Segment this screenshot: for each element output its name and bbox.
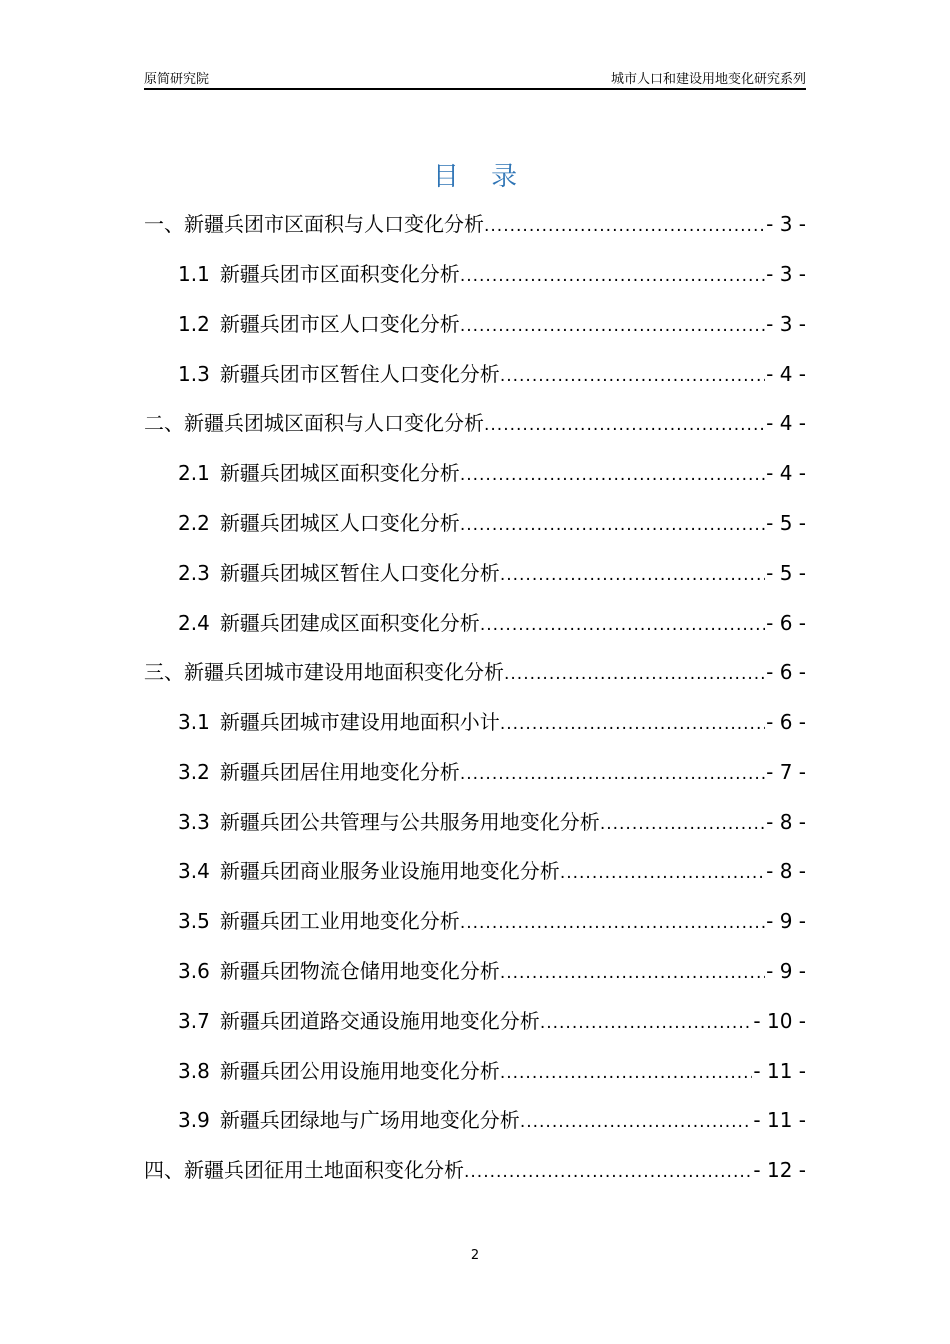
toc-leader-dots — [460, 761, 765, 785]
toc-leader-dots — [504, 661, 765, 685]
toc-leader-dots — [460, 313, 765, 337]
toc-leader-dots — [560, 860, 765, 884]
toc-entry-number: 2.2 — [178, 511, 210, 535]
toc-entry-page: - 9 - — [766, 959, 806, 983]
toc-entry-page: - 6 - — [766, 660, 806, 684]
toc-entry-number: 3.7 — [178, 1009, 210, 1033]
toc-leader-dots — [600, 811, 765, 835]
toc-leader-dots — [540, 1010, 753, 1034]
toc-entry-text: 新疆兵团城市建设用地面积变化分析 — [184, 660, 504, 684]
toc-entry-number: 3.9 — [178, 1108, 210, 1132]
header-org-name: 原简研究院 — [144, 72, 210, 87]
toc-entry-text: 新疆兵团市区面积变化分析 — [219, 262, 460, 286]
toc-entry-text: 新疆兵团建成区面积变化分析 — [219, 611, 480, 635]
toc-entry[interactable] — [178, 361, 806, 387]
page-number: 2 — [470, 1248, 480, 1263]
toc-leader-dots — [484, 213, 765, 237]
toc-entry-text: 新疆兵团工业用地变化分析 — [219, 909, 460, 933]
toc-entry-text: 新疆兵团居住用地变化分析 — [219, 760, 460, 784]
toc-leader-dots — [460, 512, 765, 536]
toc-entry-text: 新疆兵团商业服务业设施用地变化分析 — [219, 859, 560, 883]
toc-leader-dots — [520, 1109, 753, 1133]
page-header — [144, 66, 806, 90]
toc-entry-text: 新疆兵团城区面积与人口变化分析 — [184, 411, 484, 435]
toc-entry-page: - 4 - — [766, 362, 806, 386]
toc-entry[interactable] — [178, 610, 806, 636]
toc-entry-number: 3.4 — [178, 859, 210, 883]
toc-entry[interactable] — [178, 261, 806, 287]
toc-entry[interactable] — [178, 858, 806, 884]
toc-entry-text: 新疆兵团市区暂住人口变化分析 — [219, 362, 500, 386]
toc-leader-dots — [500, 363, 765, 387]
toc-entry-number: 一、 — [144, 212, 184, 236]
toc-entry-number: 3.1 — [178, 710, 210, 734]
toc-entry-page: - 5 - — [766, 561, 806, 585]
toc-entry-page: - 4 - — [766, 411, 806, 435]
toc-entry[interactable] — [178, 460, 806, 486]
toc-entry[interactable] — [144, 410, 806, 436]
toc-entry[interactable] — [144, 1157, 806, 1183]
toc-entry-text: 新疆兵团市区面积与人口变化分析 — [184, 212, 484, 236]
toc-leader-dots — [460, 462, 765, 486]
toc-entry-number: 3.3 — [178, 810, 210, 834]
toc-entry-text: 新疆兵团城区人口变化分析 — [219, 511, 460, 535]
toc-leader-dots — [500, 960, 765, 984]
toc-entry-page: - 8 - — [766, 859, 806, 883]
toc-entry-number: 2.1 — [178, 461, 210, 485]
toc-leader-dots — [500, 1060, 753, 1084]
toc-entry-page: - 3 - — [766, 312, 806, 336]
toc-entry-number: 1.2 — [178, 312, 210, 336]
toc-entry-number: 3.6 — [178, 959, 210, 983]
toc-entry-page: - 12 - — [753, 1158, 806, 1182]
toc-entry-page: - 11 - — [753, 1059, 806, 1083]
toc-leader-dots — [480, 612, 765, 636]
toc-entry-text: 新疆兵团城区暂住人口变化分析 — [219, 561, 500, 585]
toc-entry-text: 新疆兵团绿地与广场用地变化分析 — [219, 1108, 520, 1132]
toc-entry-page: - 6 - — [766, 611, 806, 635]
toc-entry[interactable] — [178, 311, 806, 337]
toc-title: 目 录 — [432, 162, 530, 192]
toc-entry-page: - 9 - — [766, 909, 806, 933]
toc-entry-text: 新疆兵团城市建设用地面积小计 — [219, 710, 500, 734]
toc-entry-number: 3.2 — [178, 760, 210, 784]
toc-entry[interactable] — [178, 908, 806, 934]
toc-entry[interactable] — [178, 510, 806, 536]
toc-entry[interactable] — [178, 560, 806, 586]
toc-entry-page: - 10 - — [753, 1009, 806, 1033]
toc-entry[interactable] — [144, 659, 806, 685]
toc-leader-dots — [460, 910, 765, 934]
toc-entry-text: 新疆兵团征用土地面积变化分析 — [184, 1158, 464, 1182]
toc-entry-text: 新疆兵团公共管理与公共服务用地变化分析 — [219, 810, 600, 834]
toc-leader-dots — [460, 263, 765, 287]
toc-entry-text: 新疆兵团物流仓储用地变化分析 — [219, 959, 500, 983]
toc-leader-dots — [464, 1159, 752, 1183]
header-series-title: 城市人口和建设用地变化研究系列 — [610, 72, 806, 87]
toc-entry-number: 三、 — [144, 660, 184, 684]
toc-entry-page: - 4 - — [766, 461, 806, 485]
toc-entry-page: - 3 - — [766, 262, 806, 286]
toc-entry-text: 新疆兵团市区人口变化分析 — [219, 312, 460, 336]
toc-entry[interactable] — [178, 1107, 806, 1133]
toc-entry-page: - 7 - — [766, 760, 806, 784]
toc-entry-number: 四、 — [144, 1158, 184, 1182]
toc-entry[interactable] — [178, 1058, 806, 1084]
toc-leader-dots — [484, 412, 765, 436]
toc-entry-number: 1.1 — [178, 262, 210, 286]
toc-entry-number: 1.3 — [178, 362, 210, 386]
toc-entry-page: - 3 - — [766, 212, 806, 236]
toc-entry[interactable] — [178, 809, 806, 835]
toc-leader-dots — [500, 711, 765, 735]
toc-entry-text: 新疆兵团城区面积变化分析 — [219, 461, 460, 485]
toc-entry-page: - 6 - — [766, 710, 806, 734]
toc-leader-dots — [500, 562, 765, 586]
toc-entry-number: 二、 — [144, 411, 184, 435]
toc-entry[interactable] — [144, 211, 806, 237]
toc-entry[interactable] — [178, 958, 806, 984]
toc-entry-page: - 5 - — [766, 511, 806, 535]
toc-entry-text: 新疆兵团道路交通设施用地变化分析 — [219, 1009, 540, 1033]
toc-entry[interactable] — [178, 709, 806, 735]
toc-entry-number: 2.3 — [178, 561, 210, 585]
toc-entry-number: 2.4 — [178, 611, 210, 635]
toc-entry-number: 3.5 — [178, 909, 210, 933]
toc-entry-page: - 11 - — [753, 1108, 806, 1132]
toc-entry[interactable] — [178, 1008, 806, 1034]
toc-entry-number: 3.8 — [178, 1059, 210, 1083]
toc-entry[interactable] — [178, 759, 806, 785]
toc-entry-text: 新疆兵团公用设施用地变化分析 — [219, 1059, 500, 1083]
toc-entry-page: - 8 - — [766, 810, 806, 834]
